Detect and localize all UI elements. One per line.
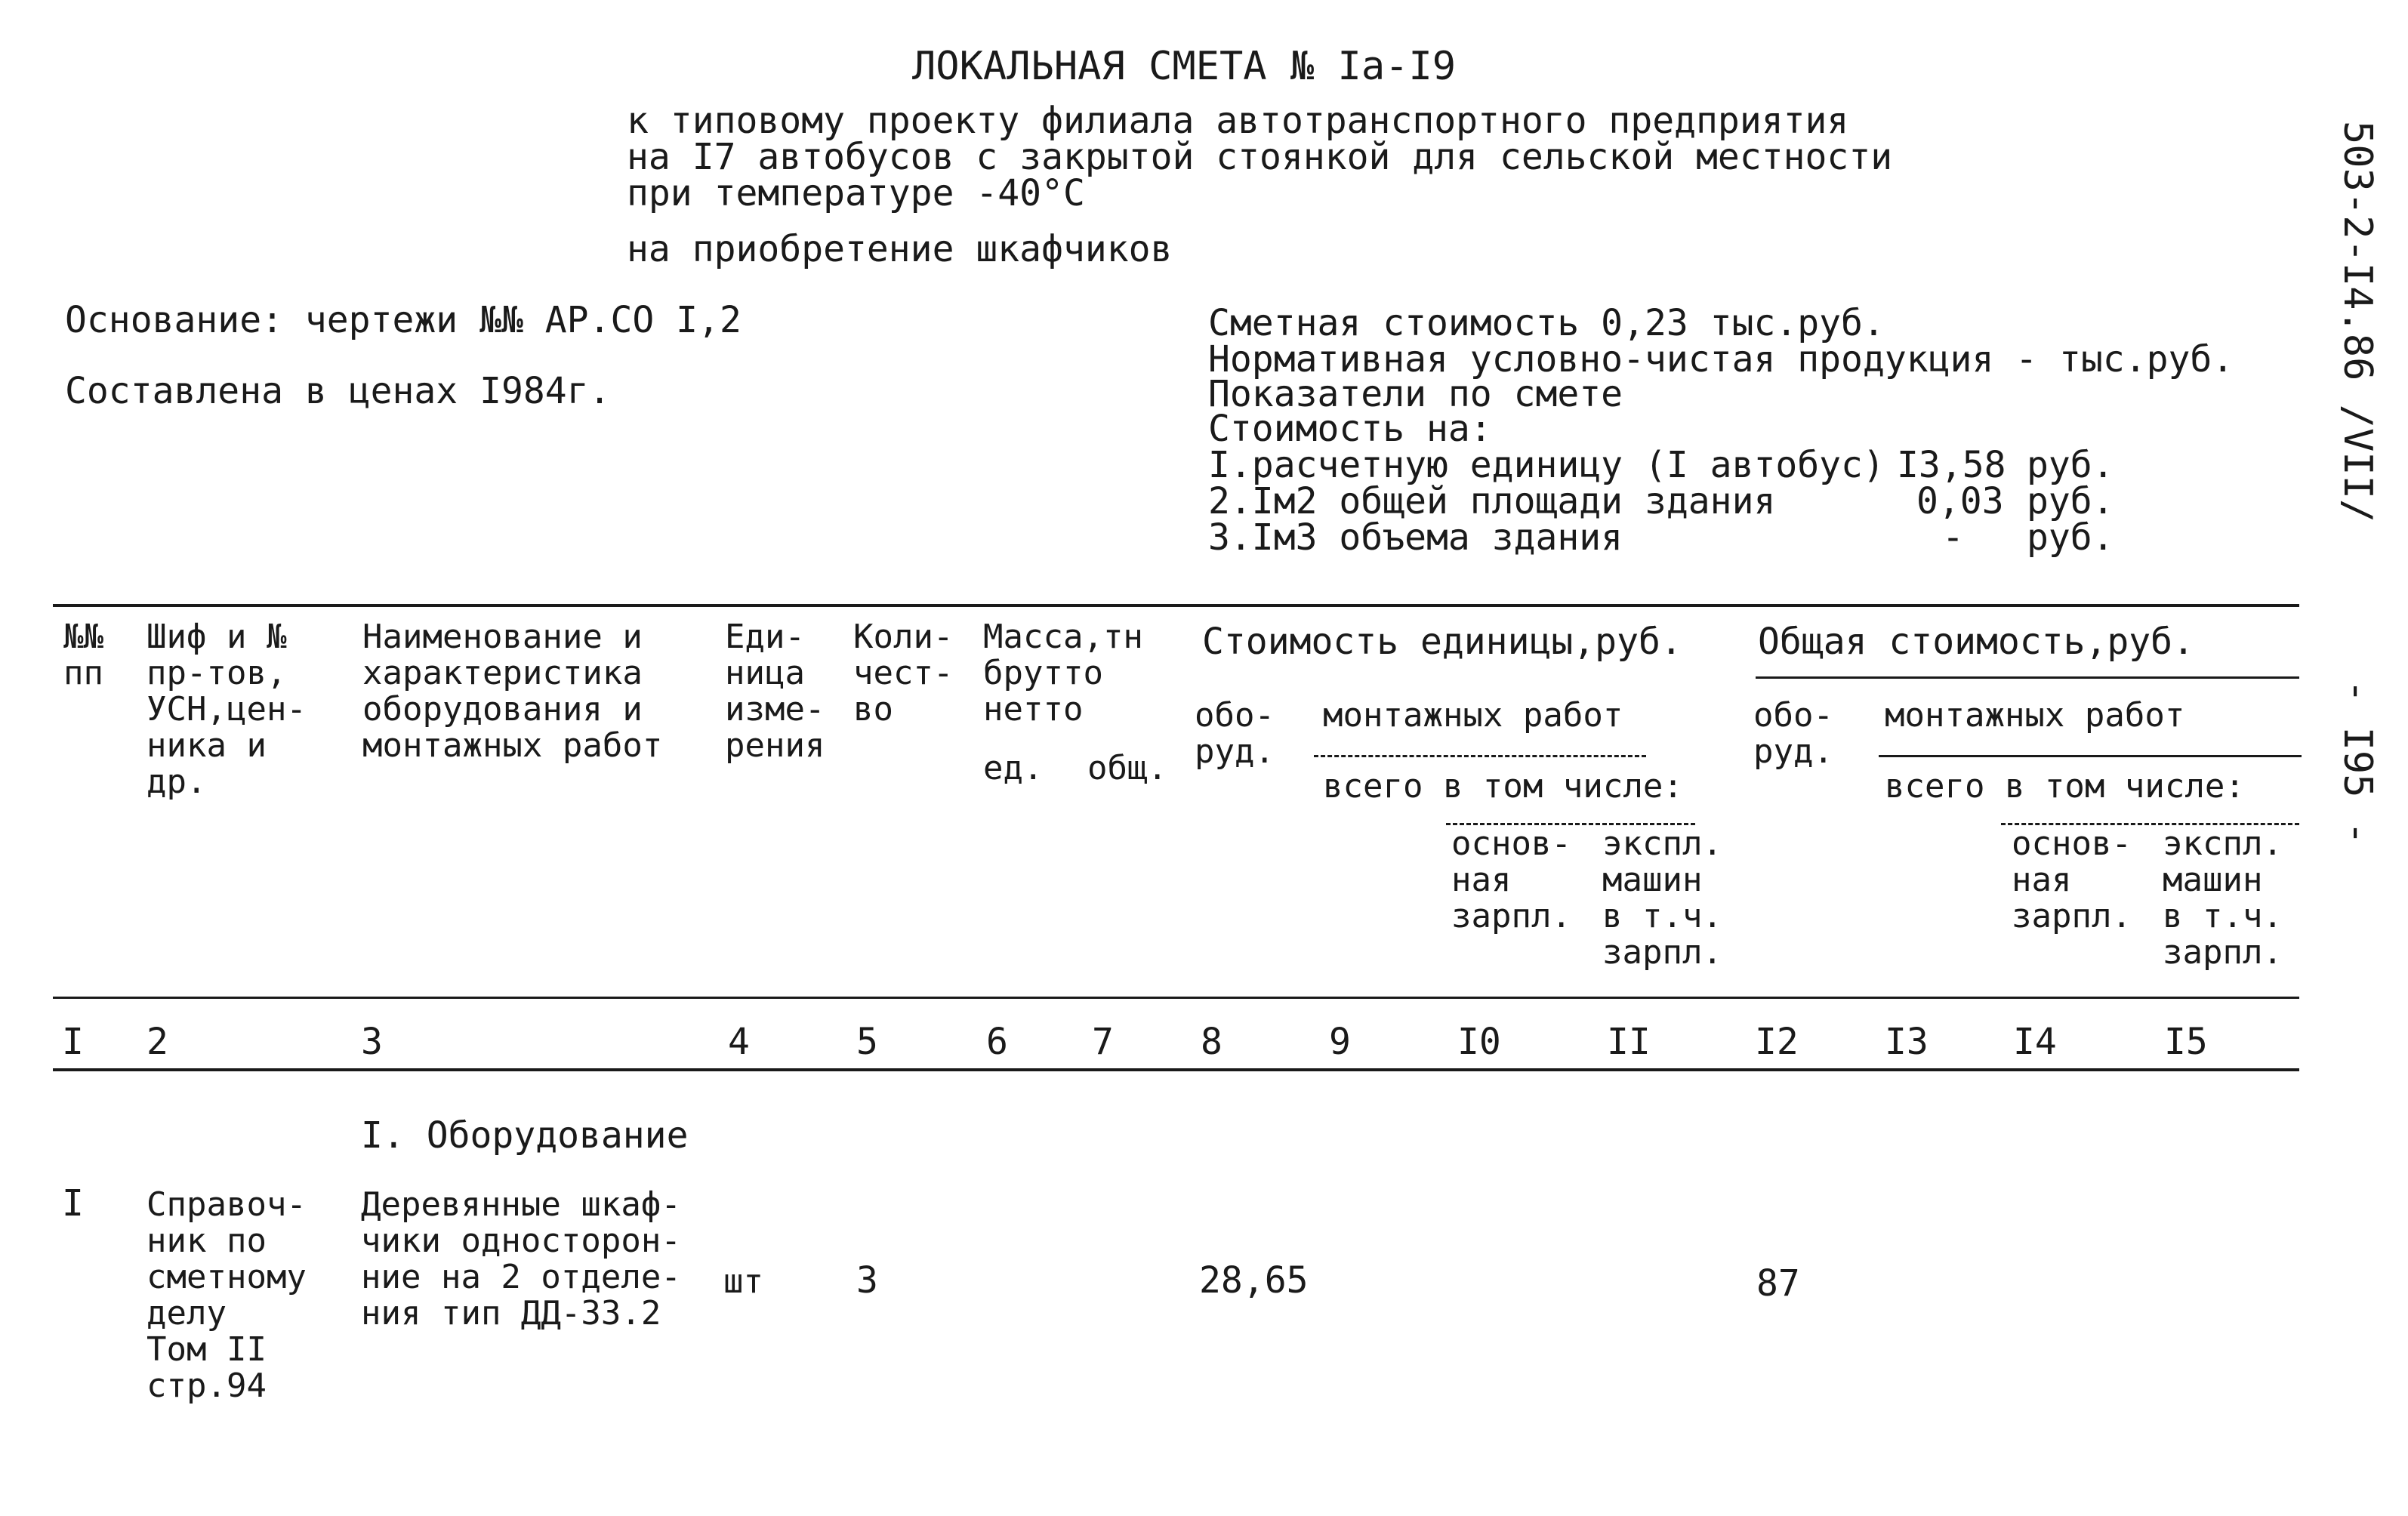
header-mass-unit: ед. <box>983 749 1044 787</box>
doc-subtitle-line-3: при температуре -40°C <box>627 172 1085 214</box>
indicator-1-value: I3,58 <box>1897 444 2006 486</box>
doc-prices: Составлена в ценах I984г. <box>65 370 611 412</box>
row-quantity: 3 <box>856 1259 878 1302</box>
row-unit-equipment-cost: 28,65 <box>1199 1259 1309 1302</box>
column-number: 4 <box>728 1021 750 1063</box>
column-number: 3 <box>361 1021 383 1063</box>
column-number: I4 <box>2013 1021 2057 1063</box>
side-page-number: - I95 - <box>2335 679 2380 846</box>
doc-basis: Основание: чертежи №№ АР.СО I,2 <box>65 299 742 341</box>
header-num: №№ пп <box>63 618 103 692</box>
unit-mount-underline <box>1314 755 1646 757</box>
header-unit-main-wage: основ- ная зарпл. <box>1451 824 1571 935</box>
doc-subtitle-line-2: на I7 автобусов с закрытой стоянкой для сельской местности <box>627 136 1893 178</box>
column-number: 6 <box>986 1021 1008 1063</box>
header-reference: Шиф и № пр-тов, УСН,цен- ника и др. <box>146 618 307 801</box>
column-number: II <box>1607 1021 1651 1063</box>
header-name: Наименование и характеристика оборудования и монтажных работ <box>362 618 663 765</box>
column-number: 5 <box>856 1021 878 1063</box>
indicator-1-unit: руб. <box>2027 444 2114 486</box>
header-total-main-wage: основ- ная зарпл. <box>2012 824 2132 935</box>
header-mass-total: общ. <box>1087 749 1167 787</box>
column-number: I2 <box>1755 1021 1799 1063</box>
column-number: I3 <box>1885 1021 1929 1063</box>
section-heading: I. Оборудование <box>361 1114 689 1157</box>
column-number: 9 <box>1329 1021 1351 1063</box>
doc-title: ЛОКАЛЬНАЯ СМЕТА № Iа-I9 <box>912 44 1457 89</box>
header-total-equipment: обо- руд. <box>1753 696 1833 771</box>
indicator-3-value: - <box>1942 516 1964 559</box>
header-unit-total: всего в том числе: <box>1323 767 1683 806</box>
doc-indicators: Показатели по смете <box>1208 373 1623 415</box>
column-number: I <box>62 1021 84 1063</box>
doc-purpose: на приобретение шкафчиков <box>627 228 1173 270</box>
header-total-mount: монтажных работ <box>1885 696 2185 735</box>
header-total-cost: Общая стоимость,руб. <box>1758 621 2194 663</box>
header-bottom-rule <box>53 997 2299 999</box>
header-quantity: Коли- чест- во <box>853 618 954 729</box>
row-name: Деревянные шкаф- чики односторон- ние на 2 отделе- ния тип ДД-33.2 <box>361 1185 681 1333</box>
column-numbers-rule <box>53 1068 2299 1071</box>
indicator-3-label: 3.Iм3 объема здания <box>1208 516 1623 559</box>
row-number: I <box>62 1182 84 1225</box>
column-number: I5 <box>2164 1021 2208 1063</box>
column-number: 7 <box>1092 1021 1114 1063</box>
doc-cost: Сметная стоимость 0,23 тыс.руб. <box>1208 302 1885 344</box>
indicator-1-label: I.расчетную единицу (I автобус) <box>1208 444 1885 486</box>
indicator-2-value: 0,03 <box>1916 480 2004 522</box>
row-reference: Справоч- ник по сметному делу Том II стр.94 <box>146 1185 307 1405</box>
table-top-rule <box>53 604 2299 607</box>
header-total-machine-exp: экспл. машин в т.ч. зарпл. <box>2163 824 2283 972</box>
doc-cost-per: Стоимость на: <box>1208 408 1492 450</box>
header-unit-mount: монтажных работ <box>1323 696 1623 735</box>
total-mount-underline <box>1879 755 2302 757</box>
row-total-equipment-cost: 87 <box>1756 1262 1800 1305</box>
column-number: 2 <box>146 1021 168 1063</box>
total-cost-underline <box>1756 676 2299 679</box>
header-unit-machine-exp: экспл. машин в т.ч. зарпл. <box>1602 824 1722 972</box>
indicator-3-unit: руб. <box>2027 516 2114 559</box>
side-code: 503-2-I4.86 /VII/ <box>2335 121 2380 523</box>
row-unit: шт <box>723 1262 763 1301</box>
column-number: I0 <box>1457 1021 1501 1063</box>
header-total-total: всего в том числе: <box>1885 767 2245 806</box>
header-unit-cost: Стоимость единицы,руб. <box>1202 621 1682 663</box>
doc-normative: Нормативная условно-чистая продукция - тыс.руб. <box>1208 338 2234 381</box>
column-number: 8 <box>1201 1021 1222 1063</box>
doc-subtitle-line-1: к типовому проекту филиала автотранспортного предприятия <box>627 100 1849 142</box>
header-unit-equipment: обо- руд. <box>1195 696 1275 771</box>
header-unit: Еди- ница изме- рения <box>725 618 825 765</box>
indicator-2-label: 2.Iм2 общей площади здания <box>1208 480 1776 522</box>
indicator-2-unit: руб. <box>2027 480 2114 522</box>
header-mass: Масса,тн брутто нетто <box>983 618 1143 729</box>
